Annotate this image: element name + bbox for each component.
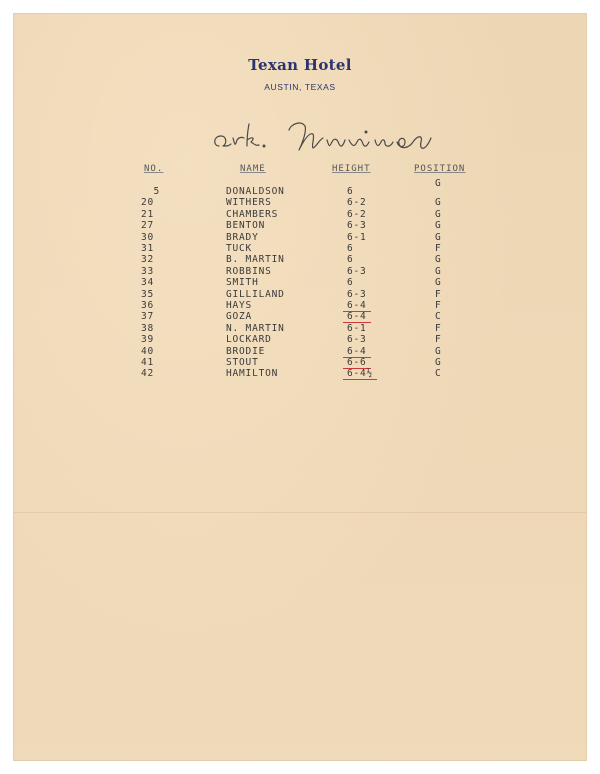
table-cell-no: 5 (153, 186, 160, 197)
table-cell-no: 31 (140, 243, 154, 254)
table-cell-position: G (435, 231, 442, 243)
table-cell-no: 42 (140, 368, 154, 380)
red-underline-mark (343, 379, 377, 380)
table-cell-no: 27 (140, 220, 154, 232)
table-cell-name: N. MARTIN (226, 322, 285, 334)
table-cell-height: 6-3 (347, 334, 367, 346)
table-cell-name: GOZA (226, 311, 253, 323)
table-cell-position: F (435, 334, 442, 346)
table-cell-no: 32 (140, 254, 154, 266)
table-cell-height: 6-3 (347, 220, 367, 232)
table-cell-height: 6 (347, 186, 354, 197)
table-cell-name: TUCK (226, 243, 253, 254)
table-cell-no: 30 (140, 231, 154, 243)
table-cell-no: 35 (140, 288, 154, 300)
position-cell-first: G (435, 178, 442, 189)
table-cell-name: BRADY (226, 231, 259, 243)
table-cell-height: 6-4½ (347, 368, 374, 380)
column-header-no: NO. (144, 164, 164, 174)
table-cell-name: B. MARTIN (226, 254, 285, 266)
column-header-name: NAME (240, 164, 266, 174)
column-header-position: POSITION (414, 164, 466, 174)
table-cell-position: G (435, 208, 442, 220)
table-cell-height: 6-4 (347, 311, 367, 323)
table-cell-name: ROBBINS (226, 265, 272, 277)
table-cell-no: 21 (140, 208, 154, 220)
letterhead-city: AUSTIN, TEXAS (264, 82, 336, 92)
table-cell-no: 37 (140, 311, 154, 323)
table-cell-no: 36 (140, 300, 154, 311)
table-cell-position: G (435, 345, 442, 357)
table-cell-name: LOCKARD (226, 334, 272, 346)
table-cell-no: 34 (140, 277, 154, 289)
paper-fold-line (14, 512, 586, 513)
table-cell-position: C (435, 368, 442, 380)
table-cell-name: GILLILAND (226, 288, 285, 300)
table-cell-height: 6-6 (347, 357, 367, 368)
table-cell-height: 6-2 (347, 197, 367, 209)
table-cell-name: WITHERS (226, 197, 272, 209)
letterhead-hotel-name: Texan Hotel (248, 56, 352, 74)
handwritten-note-signature (209, 102, 449, 162)
table-cell-no: 41 (140, 357, 154, 368)
table-cell-position: F (435, 243, 442, 254)
table-cell-no: 40 (140, 345, 154, 357)
table-cell-name: CHAMBERS (226, 208, 279, 220)
table-cell-position: F (435, 288, 442, 300)
table-cell-position: G (435, 197, 442, 209)
table-cell-no: 20 (140, 197, 154, 209)
table-cell-position: G (435, 265, 442, 277)
table-cell-height: 6-3 (347, 265, 367, 277)
table-cell-position: F (435, 322, 442, 334)
table-cell-no: 39 (140, 334, 154, 346)
table-cell-height: 6-1 (347, 231, 367, 243)
table-cell-name: BRODIE (226, 345, 266, 357)
table-cell-name: BENTON (226, 220, 266, 232)
table-cell-height: 6-2 (347, 208, 367, 220)
table-cell-height: 6 (347, 254, 354, 266)
table-cell-no: 33 (140, 265, 154, 277)
table-cell-position: F (435, 300, 442, 311)
column-header-height: HEIGHT (332, 164, 371, 174)
table-cell-name: SMITH (226, 277, 259, 289)
table-cell-no: 38 (140, 322, 154, 334)
table-cell-height: 6-4 (347, 300, 367, 311)
table-cell-name: DONALDSON (226, 186, 285, 197)
table-cell-position: C (435, 311, 442, 323)
table-cell-name: HAMILTON (226, 368, 279, 380)
table-cell-position: G (435, 220, 442, 232)
table-cell-height: 6-1 (347, 322, 367, 334)
table-cell-height: 6 (347, 243, 354, 254)
table-cell-name: HAYS (226, 300, 253, 311)
table-cell-height: 6-3 (347, 288, 367, 300)
table-cell-position: G (435, 254, 442, 266)
table-cell-name: STOUT (226, 357, 259, 368)
table-cell-height: 6 (347, 277, 354, 289)
table-cell-position: G (435, 277, 442, 289)
table-cell-height: 6-4 (347, 345, 367, 357)
letter-paper (14, 14, 586, 760)
table-cell-position: G (435, 357, 442, 368)
